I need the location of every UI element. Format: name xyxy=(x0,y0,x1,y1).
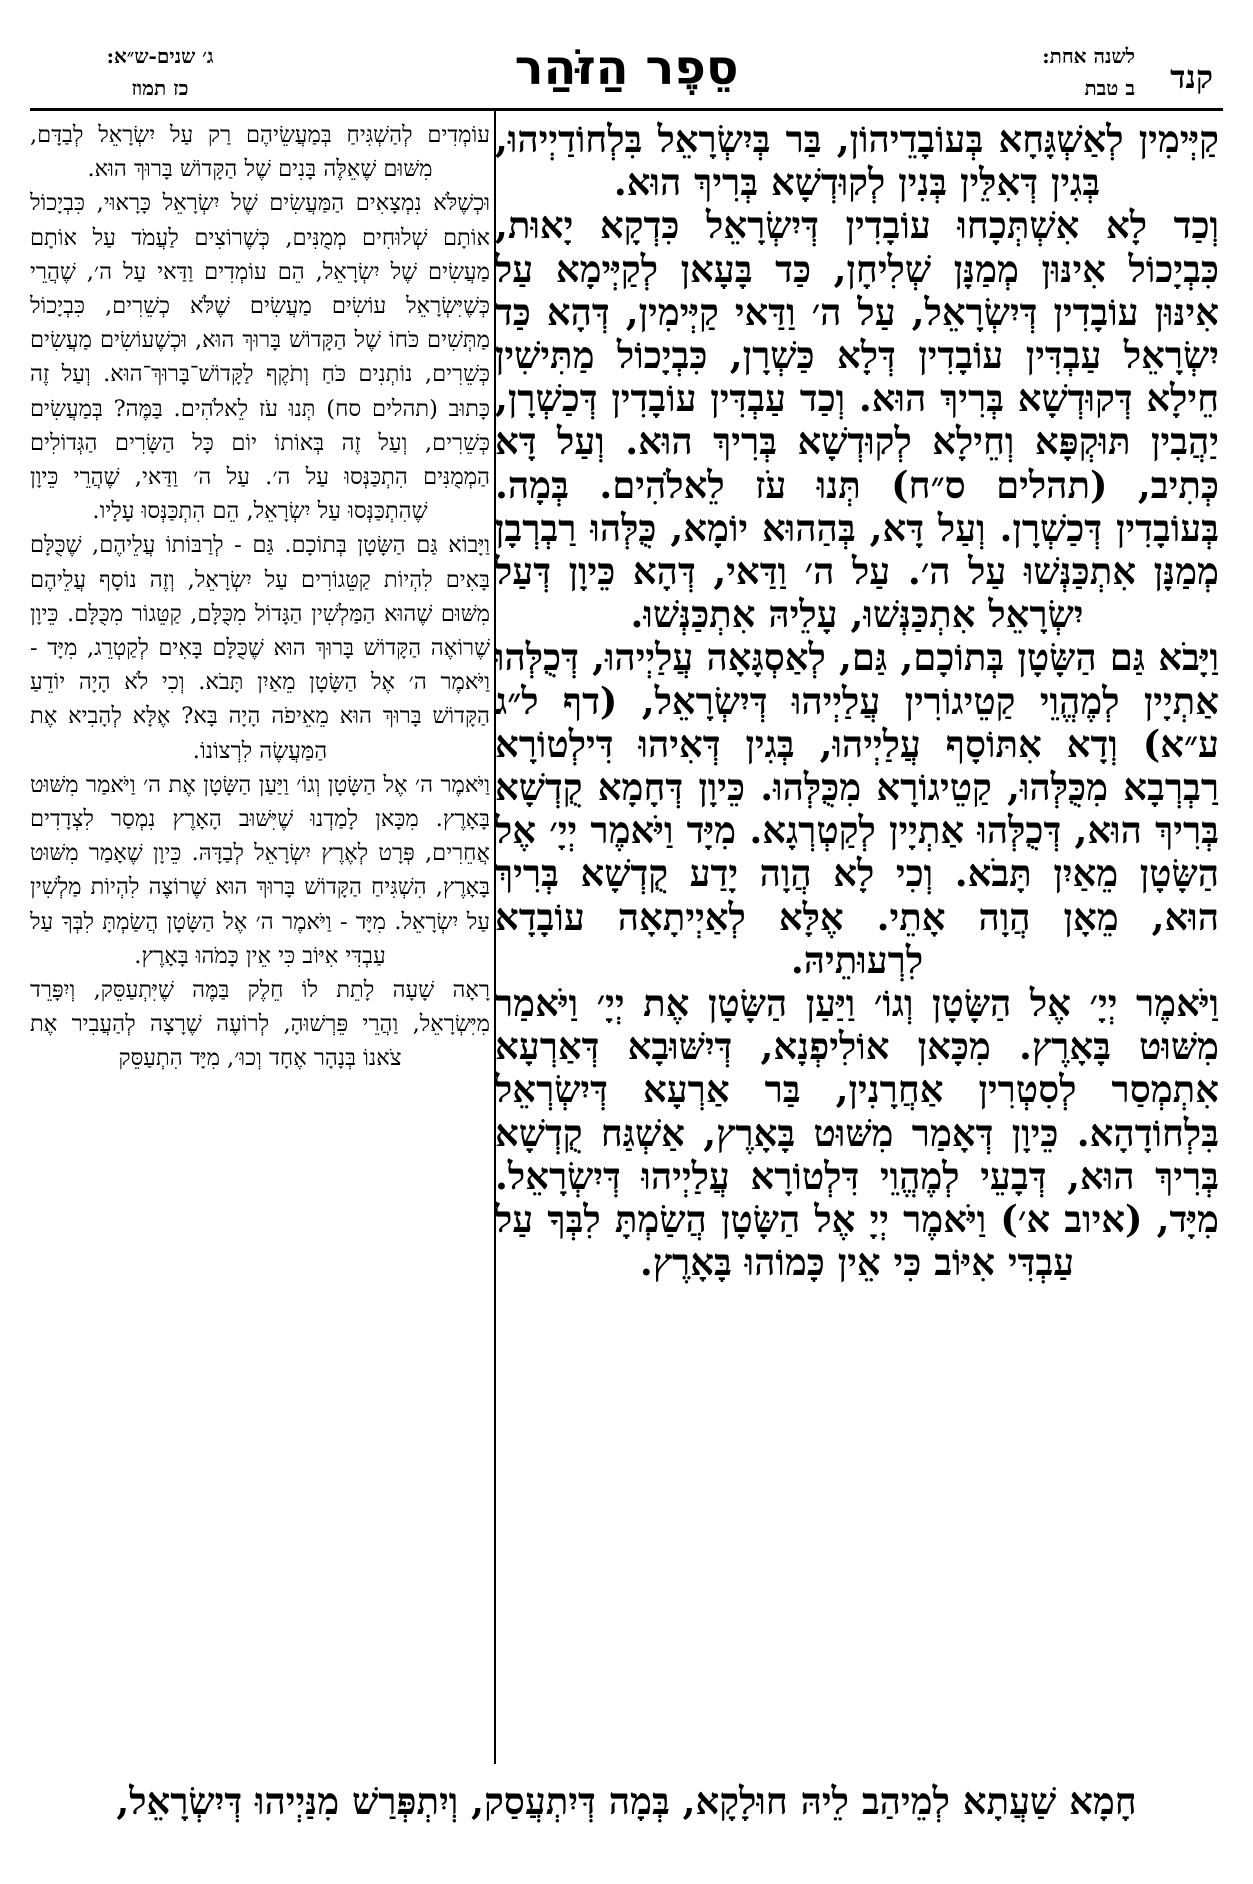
side-paragraph: וּכְשֶׁלֹּא נִמְצָאִים הַמַּעֲשִׂים שֶׁל יִשְׂרָאֵל כָּרָאוּי, כִּבְיָכוֹל אוֹתָם שְׁלוּחִים מְמֻנִּים, כְּשֶׁרוֹצִים לַעֲמֹד עַל אוֹתָם מַעֲשִׂים שֶׁל יִשְׂרָאֵל, הֵם עוֹמְדִים וַדַּאי עַל ה׳, שֶׁהֲרֵי כְּשֶׁיִּשְׂרָאֵל עוֹשִׂים מַעֲשִׂים שֶׁלֹּא כְשֵׁרִים, כִּבְיָכוֹל מַתְּשִׁים כֹּחוֹ שֶׁל הַקָּדוֹשׁ בָּרוּךְ הוּא, וּכְשֶׁעוֹשִׂים מַעֲשִׂים כְּשֵׁרִים, נוֹתְנִים כֹּחַ וְתֹקֶף לַקָּדוֹשׁ־בָּרוּךְ־הוּא. וְעַל זֶה כָּתוּב (תהלים סח) תְּנוּ עֹז לֵאלֹהִים. בַּמֶּה? בְּמַעֲשִׂים כְּשֵׁרִים, וְעַל זֶה בְּאוֹתוֹ יוֹם כָּל הַשָּׂרִים הַגְּדוֹלִים הַמְמֻנִּים הִתְכַּנְּסוּ עַל ה׳. עַל ה׳ וַדַּאי, שֶׁהֲרֵי כֵּיוָן שֶׁהִתְכַּנְּסוּ עַל יִשְׂרָאֵל, הֵם הִתְכַּנְּסוּ עָלָיו. xyxy=(30,190,490,525)
side-paragraph: וַיָּבוֹא גַּם הַשָּׂטָן בְּתוֹכָם. גַּם - לְרַבּוֹתוֹ עֲלֵיהֶם, שֶׁכֻּלָּם בָּאִים לִהְיוֹת קַטֵּגוֹרִים עַל יִשְׂרָאֵל, וְזֶה נוֹסָף עֲלֵיהֶם מִשּׁוּם שֶׁהוּא הַמַּלְשִׁין הַגָּדוֹל מִכֻּלָּם, קַטֵּגוֹר מִכֻּלָּם. כֵּיוָן שֶׁרוֹאֶה הַקָּדוֹשׁ בָּרוּךְ הוּא שֶׁכֻּלָּם בָּאִים לְקַטְרֵג, מִיָּד - וַיֹּאמֶר ה׳ אֶל הַשָּׂטָן מֵאַיִן תָּבֹא. וְכִי לֹא הָיָה יוֹדֵעַ הַקָּדוֹשׁ בָּרוּךְ הוּא מֵאֵיפֹה הָיָה בָּא? אֶלָּא לְהָבִיא אֶת הַמַּעֲשֶׂה לִרְצוֹנוֹ. xyxy=(30,532,490,764)
header-left-line1: ג׳ שנים-ש״א: xyxy=(106,44,214,68)
side-paragraph: עוֹמְדִים לְהַשְׁגִּיחַ בְּמַעֲשֵׂיהֶם רַק עַל יִשְׂרָאֵל לְבַדָּם, מִשּׁוּם שֶׁאֵלֶּה בָּנִים שֶׁל הַקָּדוֹשׁ בָּרוּךְ הוּא. xyxy=(30,122,490,183)
header-right-line1: לשנה אחת: xyxy=(1042,44,1135,68)
header-left-line2: כז תמוז xyxy=(131,76,189,100)
header-rule xyxy=(30,108,1223,111)
book-title: סֵפֶר הַזֹּהַר xyxy=(514,40,739,96)
main-paragraph: וְכַד לָא אִשְׁתְּכָחוּ עוֹבָדִין דְּיִשְׂרָאֵל כִּדְקָא יָאוּת, כִּבְיָכוֹל אִינּוּן מְמַנָּן שְׁלִיחָן, כַּד בָּעָאן לְקַיְּימָא עַל אִינּוּן עוֹבָדִין דְּיִשְׂרָאֵל, עַל ה׳ וַדַּאי קַיְּימִין, דְּהָא כַּד יִשְׂרָאֵל עַבְדִּין עוֹבָדִין דְּלָא כַּשְׁרָן, כִּבְיָכוֹל מַתִּישִׁין חֵילָא דְּקוּדְשָׁא בְּרִיךְ הוּא. וְכַד עַבְדִּין עוֹבָדִין דְּכַשְׁרָן, יַהֲבִין תּוּקְפָּא וְחֵילָא לְקוּדְשָׁא בְּרִיךְ הוּא. וְעַל דָּא כְּתִיב, (תהלים ס״ח) תְּנוּ עֹז לֵאלֹהִים. בְּמָה. בְּעוֹבָדִין דְּכַשְׁרָן. וְעַל דָּא, בְּהַהוּא יוֹמָא, כֻּלְּהוּ רַבְרְבָן מְמַנָּן אִתְכַּנְּשׁוּ עַל ה׳. עַל ה׳ וַדַּאי, דְּהָא כֵּיוָן דְּעַל יִשְׂרָאֵל אִתְכַּנְּשׁוּ, עָלֵיהּ אִתְכַּנְּשׁוּ. xyxy=(495,203,1219,637)
bottom-continuation-line: חָמָא שַׁעֲתָא לְמֵיהַב לֵיהּ חוּלָקָא, בְּמָה דְּיִתְעֲסַק, וְיִתְפְּרַשׁ מִנַּיְיהוּ דְּיִשְׂרָאֵל, xyxy=(116,1779,1137,1823)
side-paragraph: רָאָה שָׁעָה לָתֵת לוֹ חֵלֶק בַּמֶּה שֶׁיִּתְעַסֵּק, וְיִפָּרֵד מִיִּשְׂרָאֵל, וַהֲרֵי פֵּרְשׁוּהָ, לְרוֹעֶה שֶׁרָצָה לְהַעֲבִיר אֶת צֹאנוֹ בְּנָהָר אֶחָד וְכוּ׳, מִיָּד הִתְעַסֵּק xyxy=(30,977,490,1072)
main-column-aramaic xyxy=(495,118,1219,1760)
main-paragraph: וַיֹּאמֶר יְיָ׳ אֶל הַשָּׂטָן וְגוֹ׳ וַיַּעַן הַשָּׂטָן אֶת יְיָ׳ וַיֹּאמַר מִשּׁוּט בָּאָרֶץ. מִכָּאן אוֹלִיפְנָא, דְּיִשּׁוּבָא דְּאַרְעָא אִתְמְסַר לְסִטְרִין אַחֲרָנִין, בַּר אַרְעָא דְּיִשְׂרְאֵל בִּלְחוֹדָהָא. כֵּיוָן דְּאָמַר מִשּׁוּט בָּאָרֶץ, אַשְׁגַּח קֻדְשָׁא בְּרִיךְ הוּא, דְּבָעֵי לְמֶהֱוֵי דִּלְטוֹרָא עֲלַיְיהוּ דְּיִשְׂרָאֵל. מִיָּד, (איוב א׳) וַיֹּאמֶר יְיָ אֶל הַשָּׂטָן הֲשַׂמְתָּ לִבְּךָ עַל עַבְדִּי אִיּוֹב כִּי אֵין כָּמוֹהוּ בָּאָרֶץ. xyxy=(495,981,1219,1285)
header-left-dates xyxy=(50,40,270,104)
main-paragraph: קַיְּימִין לְאַשְׁגָּחָא בְּעוֹבָדֵיהוֹן, בַּר בְּיִשְׂרָאֵל בִּלְחוֹדַיְיהוּ, בְּגִין דְּאִלֵּין בְּנִין לְקוּדְשָׁא בְּרִיךְ הוּא. xyxy=(495,118,1219,205)
main-paragraph: וַיָּבֹא גַּם הַשָּׂטָן בְּתוֹכָם, גַּם, לְאַסְגָּאָה עֲלַיְיהוּ, דְּכֻלְּהוּ אַתְיָין לְמֶהֱוֵי קַטֵיגוֹרִין עֲלַיְיהוּ דְּיִשְׂרָאֵל, (דף ל״ג ע״א) וְדָא אִתּוֹסָף עֲלַיְיהוּ, בְּגִין דְּאִיהוּ דִּילְטוֹרָא רַבְרְבָא מִכֻּלְּהוּ, קַטֵיגוֹרָא מִכֻּלְּהוּ. כֵּיוָן דְּחָמָא קֻדְשָׁא בְּרִיךְ הוּא, דְּכֻלְּהוּ אַתְיָין לְקַטְרְגָא. מִיָּד וַיֹּאמֶר יְיָ׳ אֶל הַשָּׂטָן מֵאַיִן תָּבֹא. וְכִי לָא הֲוָה יָדַע קֻדְשָׁא בְּרִיךְ הוּא, מֵאָן הֲוָה אָתֵי. אֶלָּא לְאַיְיתָאָה עוֹבָדָא לִרְעוּתֵיהּ. xyxy=(495,635,1219,982)
page-number: קנד xyxy=(1170,58,1213,96)
side-column-hebrew-translation xyxy=(30,118,490,1760)
header-right-line2: ב טבת xyxy=(1084,76,1135,100)
side-paragraph: וַיֹּאמֶר ה׳ אֶל הַשָּׂטָן וְגוֹ׳ וַיַּעַן הַשָּׂטָן אֶת ה׳ וַיֹּאמַר מִשּׁוּט בָּאָרֶץ. מִכָּאן לָמַדְנוּ שֶׁיִּשּׁוּב הָאָרֶץ נִמְסַר לִצְדָדִים אֲחֵרִים, פְּרָט לְאֶרֶץ יִשְׂרָאֵל לְבַדָּהּ. כֵּיוָן שֶׁאָמַר מִשּׁוּט בָּאָרֶץ, הִשְׁגִּיחַ הַקָּדוֹשׁ בָּרוּךְ הוּא שֶׁרוֹצֶה לִהְיוֹת מַלְשִׁין עַל יִשְׂרָאֵל. מִיָּד - וַיֹּאמֶר ה׳ אֶל הַשָּׂטָן הֲשַׂמְתָּ לִבְּךָ עַל עַבְדִּי אִיּוֹב כִּי אֵין כָּמֹהוּ בָּאָרֶץ. xyxy=(30,771,490,969)
